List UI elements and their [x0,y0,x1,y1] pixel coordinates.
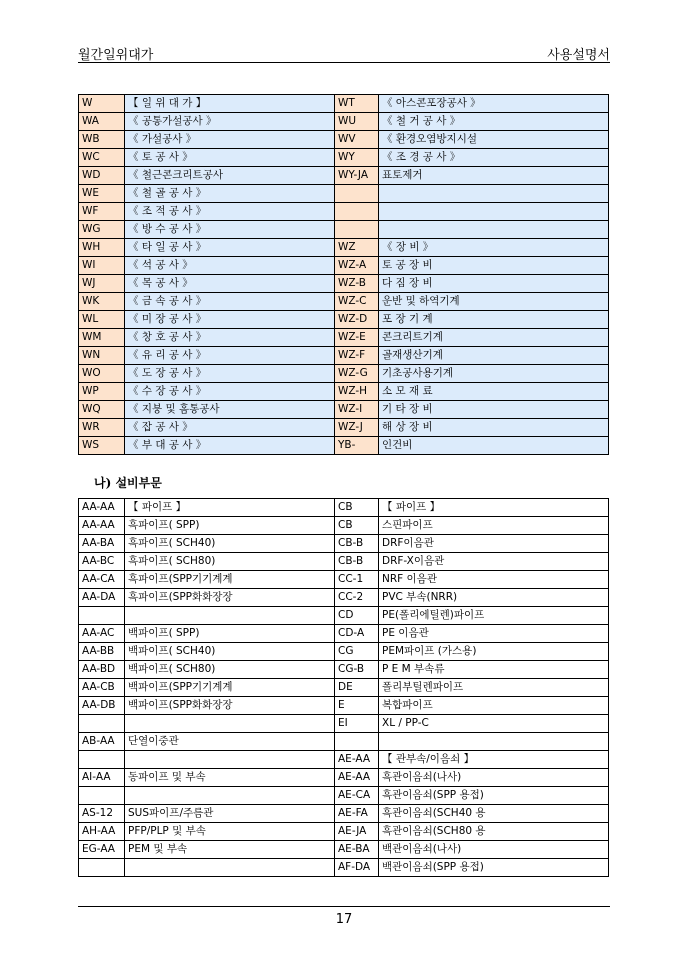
table-row [79,805,609,823]
name-cell: 백파이프( SCH80) [125,661,335,679]
name-cell: 《 석 공 사 》 [125,257,335,275]
code-table-equipment [78,498,609,877]
table-row [79,239,609,257]
code-cell: WZ-D [335,311,379,329]
name-cell: 《 장 비 》 [379,239,609,257]
code-cell: WZ-B [335,275,379,293]
code-cell: WC [79,149,125,167]
code-cell: WO [79,365,125,383]
code-cell: AA-BC [79,553,125,571]
code-cell: WF [79,203,125,221]
code-cell: CB [335,517,379,535]
name-cell: 백파이프(SPP기기계계 [125,679,335,697]
table-row [79,95,609,113]
code-cell: WV [335,131,379,149]
table-row [79,167,609,185]
code-cell [335,203,379,221]
name-cell: 《 조 경 공 사 》 [379,149,609,167]
name-cell [379,733,609,751]
name-cell [125,607,335,625]
name-cell [125,787,335,805]
code-cell: WH [79,239,125,257]
name-cell: PEM 및 부속 [125,841,335,859]
name-cell: 골재생산기계 [379,347,609,365]
table-row [79,203,609,221]
name-cell: 《 토 공 사 》 [125,149,335,167]
table-row [79,625,609,643]
table-row [79,347,609,365]
name-cell: 《 수 장 공 사 》 [125,383,335,401]
code-cell: WP [79,383,125,401]
code-cell: AE-FA [335,805,379,823]
name-cell: 《 잡 공 사 》 [125,419,335,437]
name-cell: 《 공통가설공사 》 [125,113,335,131]
code-cell: AH-AA [79,823,125,841]
code-table-architecture [78,94,609,455]
table-row [79,275,609,293]
name-cell: SUS파이프/주름관 [125,805,335,823]
code-cell [79,751,125,769]
table-row [79,383,609,401]
code-cell: AA-CA [79,571,125,589]
table-row [79,419,609,437]
code-cell: CC-1 [335,571,379,589]
code-cell: AE-JA [335,823,379,841]
table-row [79,149,609,167]
table-row [79,401,609,419]
table-row [79,293,609,311]
name-cell: 복합파이프 [379,697,609,715]
name-cell: 《 타 일 공 사 》 [125,239,335,257]
table-row [79,113,609,131]
code-cell: CG-B [335,661,379,679]
name-cell: 《 조 적 공 사 》 [125,203,335,221]
name-cell: 기 타 장 비 [379,401,609,419]
name-cell: PVC 부속(NRR) [379,589,609,607]
code-cell: AS-12 [79,805,125,823]
code-cell: WY-JA [335,167,379,185]
code-cell: EI [335,715,379,733]
table-row [79,661,609,679]
code-cell: WI [79,257,125,275]
table-row [79,221,609,239]
name-cell: 기초공사용기계 [379,365,609,383]
name-cell: PE 이음관 [379,625,609,643]
code-cell: AA-DA [79,589,125,607]
name-cell: PFP/PLP 및 부속 [125,823,335,841]
name-cell: P E M 부속류 [379,661,609,679]
name-cell: 《 금 속 공 사 》 [125,293,335,311]
code-cell: AA-AA [79,499,125,517]
name-cell: 《 유 리 공 사 》 [125,347,335,365]
table-row [79,553,609,571]
table-row [79,535,609,553]
name-cell: 해 상 장 비 [379,419,609,437]
name-cell: 《 아스콘포장공사 》 [379,95,609,113]
name-cell: 포 장 기 계 [379,311,609,329]
code-cell: WN [79,347,125,365]
name-cell: 운반 및 하역기계 [379,293,609,311]
table-row [79,517,609,535]
name-cell: DRF이음관 [379,535,609,553]
table-row [79,823,609,841]
name-cell: 《 도 장 공 사 》 [125,365,335,383]
table-row [79,697,609,715]
name-cell: 백관이음쇠(나사) [379,841,609,859]
name-cell [125,859,335,877]
code-cell: WZ-A [335,257,379,275]
header-title-right: 사용설명서 [547,48,610,63]
name-cell: 《 철근콘크리트공사 [125,167,335,185]
table-row [79,311,609,329]
code-cell: AA-AC [79,625,125,643]
code-cell: WZ-J [335,419,379,437]
code-cell [335,221,379,239]
code-cell: AB-AA [79,733,125,751]
code-cell: AE-CA [335,787,379,805]
name-cell [125,715,335,733]
name-cell: 동파이프 및 부속 [125,769,335,787]
name-cell: 《 방 수 공 사 》 [125,221,335,239]
name-cell: 백파이프(SPP화화장장 [125,697,335,715]
code-cell: WZ-G [335,365,379,383]
code-cell: WB [79,131,125,149]
page-number: 17 [335,912,353,927]
code-cell: AA-BD [79,661,125,679]
name-cell: 흑파이프(SPP화화장장 [125,589,335,607]
code-cell: AA-BB [79,643,125,661]
code-cell [79,715,125,733]
table-row [79,769,609,787]
code-cell: EG-AA [79,841,125,859]
name-cell: 《 지붕 및 홈통공사 [125,401,335,419]
table-row [79,607,609,625]
name-cell: 흑파이프( SPP) [125,517,335,535]
name-cell: 《 미 장 공 사 》 [125,311,335,329]
code-cell: CC-2 [335,589,379,607]
name-cell: 《 환경오염방지시설 [379,131,609,149]
code-cell: WM [79,329,125,347]
code-cell: WJ [79,275,125,293]
code-cell: WL [79,311,125,329]
table-row [79,715,609,733]
section-title: 나) 설비부문 [94,476,162,490]
table-row [79,751,609,769]
table-row [79,841,609,859]
code-cell: WD [79,167,125,185]
name-cell: 스핀파이프 [379,517,609,535]
table-row [79,589,609,607]
name-cell: 다 짐 장 비 [379,275,609,293]
table-row [79,365,609,383]
name-cell: 【 관부속/이음쇠 】 [379,751,609,769]
name-cell: 흑관이음쇠(SCH40 용 [379,805,609,823]
name-cell: XL / PP-C [379,715,609,733]
name-cell: 백관이음쇠(SPP 용접) [379,859,609,877]
table-row [79,643,609,661]
code-cell [335,733,379,751]
code-cell: E [335,697,379,715]
table-row [79,257,609,275]
name-cell: 흑파이프(SPP기기계계 [125,571,335,589]
code-cell: WR [79,419,125,437]
name-cell: 흑파이프( SCH40) [125,535,335,553]
code-cell: AF-DA [335,859,379,877]
name-cell: 표토제거 [379,167,609,185]
code-cell: AA-CB [79,679,125,697]
code-cell: AI-AA [79,769,125,787]
code-cell: WZ-H [335,383,379,401]
name-cell: NRF 이음관 [379,571,609,589]
name-cell: PE(폴리에틸렌)파이프 [379,607,609,625]
code-cell: CB-B [335,535,379,553]
footer-rule [78,906,610,907]
name-cell: 단열이중관 [125,733,335,751]
table-row [79,329,609,347]
name-cell: 【 파이프 】 [125,499,335,517]
name-cell [379,221,609,239]
code-cell: AE-AA [335,751,379,769]
table-row [79,733,609,751]
table-row [79,679,609,697]
table-row [79,437,609,455]
header-rule [78,62,610,63]
code-cell: YB- [335,437,379,455]
name-cell: 흑파이프( SCH80) [125,553,335,571]
name-cell [125,751,335,769]
name-cell: 《 부 대 공 사 》 [125,437,335,455]
code-cell: CB-B [335,553,379,571]
code-cell: WE [79,185,125,203]
name-cell: 흑관이음쇠(SPP 용접) [379,787,609,805]
code-cell: AA-BA [79,535,125,553]
code-cell: WZ-E [335,329,379,347]
code-cell: WZ-C [335,293,379,311]
code-cell [335,185,379,203]
code-cell: CB [335,499,379,517]
code-cell: AA-DB [79,697,125,715]
name-cell [379,203,609,221]
code-cell [79,859,125,877]
code-cell: WY [335,149,379,167]
code-cell [79,787,125,805]
name-cell: 흑관이음쇠(SCH80 용 [379,823,609,841]
table-row [79,571,609,589]
code-cell: CD-A [335,625,379,643]
page-header [78,44,610,62]
code-cell [79,607,125,625]
code-cell: AE-AA [335,769,379,787]
code-cell: WZ [335,239,379,257]
code-cell: WK [79,293,125,311]
name-cell: 《 창 호 공 사 》 [125,329,335,347]
table-row [79,499,609,517]
name-cell: 《 철 골 공 사 》 [125,185,335,203]
code-cell: W [79,95,125,113]
name-cell: 흑관이음쇠(나사) [379,769,609,787]
name-cell: 백파이프( SCH40) [125,643,335,661]
code-cell: WA [79,113,125,131]
name-cell: 백파이프( SPP) [125,625,335,643]
name-cell: PEM파이프 (가스용) [379,643,609,661]
name-cell: DRF-X이음관 [379,553,609,571]
name-cell: 【 파이프 】 [379,499,609,517]
code-cell: CG [335,643,379,661]
header-title-left: 월간일위대가 [78,48,154,63]
name-cell: 폴리부틸렌파이프 [379,679,609,697]
name-cell: 《 철 거 공 사 》 [379,113,609,131]
code-cell: WU [335,113,379,131]
code-cell: WT [335,95,379,113]
table-row [79,859,609,877]
name-cell [379,185,609,203]
table-row [79,185,609,203]
code-cell: AE-BA [335,841,379,859]
name-cell: 인건비 [379,437,609,455]
code-cell: WZ-F [335,347,379,365]
table-row [79,131,609,149]
name-cell: 콘크리트기계 [379,329,609,347]
code-cell: CD [335,607,379,625]
code-cell: WG [79,221,125,239]
code-cell: WZ-I [335,401,379,419]
code-cell: WS [79,437,125,455]
code-cell: DE [335,679,379,697]
name-cell: 《 목 공 사 》 [125,275,335,293]
name-cell: 토 공 장 비 [379,257,609,275]
name-cell: 소 모 재 료 [379,383,609,401]
name-cell: 《 가설공사 》 [125,131,335,149]
code-cell: WQ [79,401,125,419]
code-cell: AA-AA [79,517,125,535]
table-row [79,787,609,805]
name-cell: 【 일 위 대 가 】 [125,95,335,113]
